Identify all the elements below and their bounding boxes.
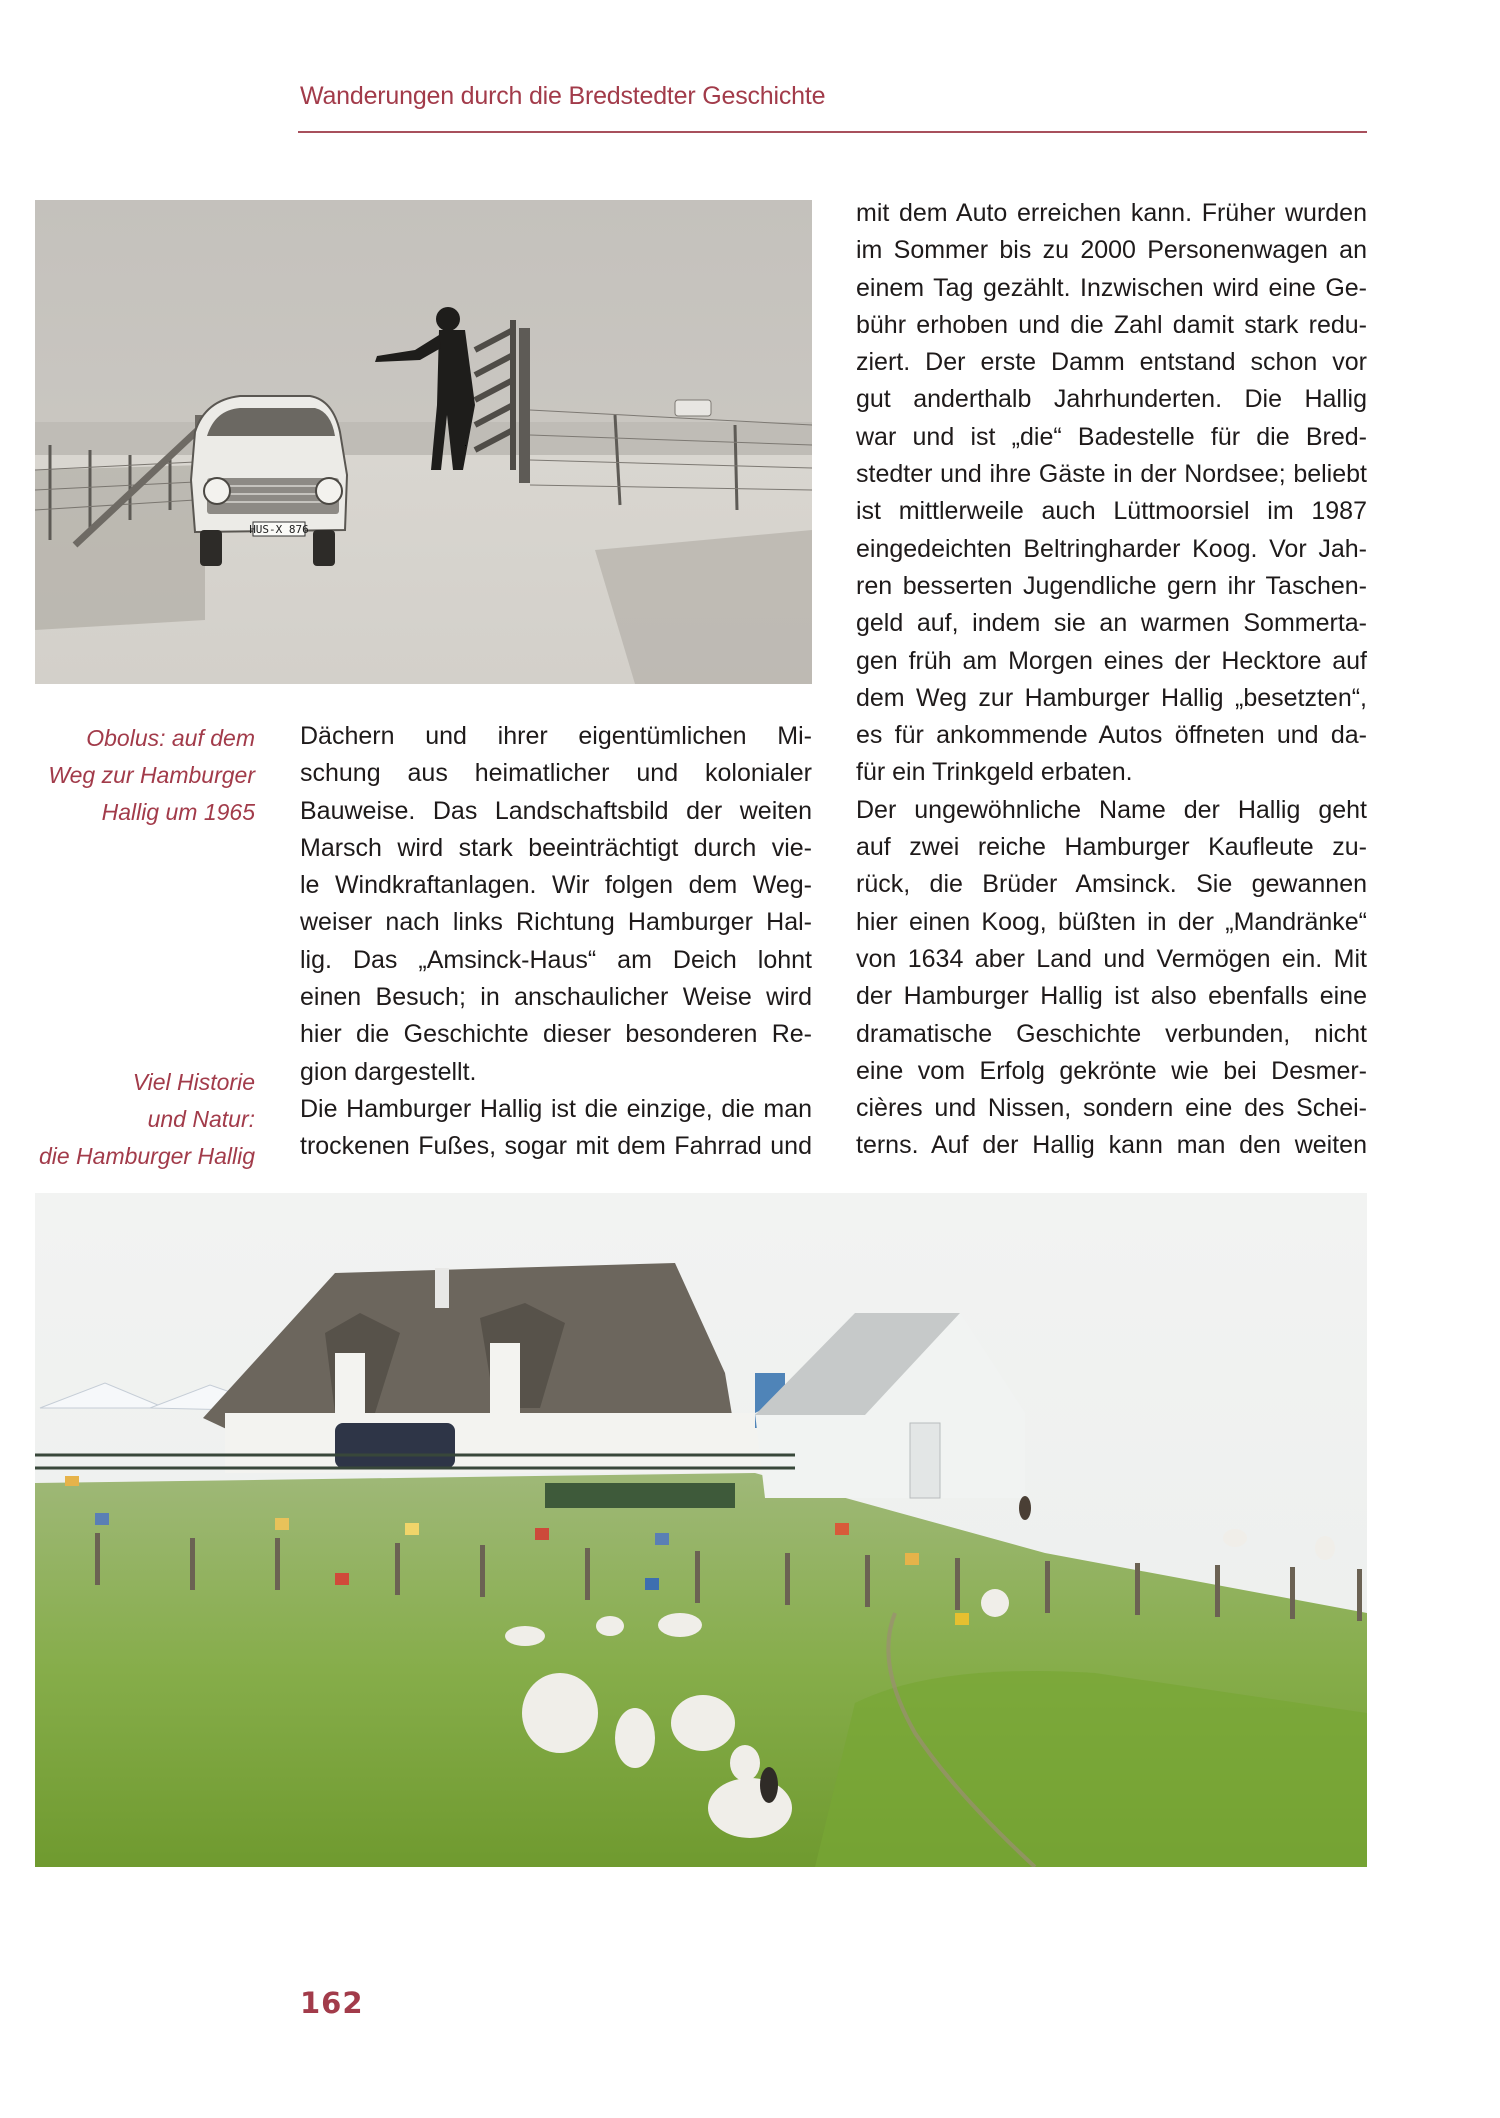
text-line: von 1634 aber Land und Vermögen ein. Mit	[856, 944, 1367, 973]
text-line: cières und Nissen, sondern eine des Schei-	[856, 1094, 1367, 1123]
running-header-title: Wanderungen durch die Bredstedter Geschichte	[300, 82, 826, 110]
caption-bottom-photo	[39, 1064, 255, 1175]
text-line: hier die Geschichte dieser besonderen Re-	[300, 1020, 812, 1049]
text-line: eine vom Erfolg gekrönte wie bei Desmer-	[856, 1056, 1367, 1085]
text-line: terns. Auf der Hallig kann man den weiten	[856, 1131, 1367, 1160]
page-number: 162	[300, 1986, 364, 2020]
text-line: Marsch wird stark beeinträchtigt durch vie-	[300, 833, 812, 862]
caption-line: Obolus: auf dem	[86, 725, 255, 751]
text-line: ziert. Der erste Damm entstand schon vor	[856, 348, 1367, 377]
text-line: stedter und ihre Gäste in der Nordsee; beliebt	[856, 460, 1367, 489]
text-line: Dächern und ihrer eigentümlichen Mi-	[300, 722, 812, 750]
photo-car-at-gate	[35, 200, 812, 684]
photo-car-at-gate-illustration	[35, 200, 812, 684]
text-line: ren besserten Jugendliche gern ihr Taschen-	[856, 571, 1367, 600]
text-line: Die Hamburger Hallig ist die einzige, die man	[300, 1094, 812, 1123]
text-line: im Sommer bis zu 2000 Personenwagen an	[856, 236, 1367, 265]
text-line: ist mittlerweile auch Lüttmoorsiel im 1987	[856, 497, 1367, 526]
caption-line: Weg zur Hamburger	[48, 762, 255, 788]
caption-line: Hallig um 1965	[101, 799, 255, 825]
license-plate-text: HUS-X 876	[249, 523, 309, 536]
text-line: der Hamburger Hallig ist also ebenfalls eine	[856, 982, 1367, 1011]
caption-line: Viel Historie	[132, 1069, 255, 1095]
body-text-column-middle	[300, 718, 812, 1166]
text-line: weiser nach links Richtung Hamburger Hal-	[300, 908, 812, 937]
text-line: mit dem Auto erreichen kann. Früher wurden	[856, 199, 1367, 227]
header-rule	[298, 131, 1367, 133]
photo-hamburger-hallig	[35, 1193, 1367, 1867]
text-line: gen früh am Morgen eines der Hecktore auf	[856, 646, 1367, 675]
text-line: geld auf, indem sie an warmen Sommerta-	[856, 609, 1367, 638]
photo-hamburger-hallig-illustration	[35, 1193, 1367, 1867]
text-line: gion dargestellt.	[300, 1057, 477, 1086]
body-text-column-right	[856, 195, 1367, 1165]
text-line: hier einen Koog, büßten in der „Mandränke“	[856, 907, 1367, 936]
text-line: auf zwei reiche Hamburger Kaufleute zu-	[856, 833, 1367, 862]
text-line: trockenen Fußes, sogar mit dem Fahrrad und	[300, 1132, 812, 1161]
text-line: rück, die Brüder Amsinck. Sie gewannen	[856, 870, 1367, 899]
text-line: einem Tag gezählt. Inzwischen wird eine Ge-	[856, 273, 1367, 302]
text-line: Der ungewöhnliche Name der Hallig geht	[856, 795, 1367, 824]
text-line: gut anderthalb Jahrhunderten. Die Hallig	[856, 385, 1367, 414]
text-line: bühr erhoben und die Zahl damit stark redu-	[856, 310, 1367, 339]
text-line: dramatische Geschichte verbunden, nicht	[856, 1019, 1367, 1048]
caption-line: und Natur:	[147, 1106, 255, 1132]
text-line: dem Weg zur Hamburger Hallig „besetzten“,	[856, 683, 1367, 712]
text-line: es für ankommende Autos öffneten und da-	[856, 721, 1367, 750]
text-line: einen Besuch; in anschaulicher Weise wird	[300, 983, 812, 1012]
text-line: war und ist „die“ Badestelle für die Bred-	[856, 422, 1367, 451]
caption-line: die Hamburger Hallig	[38, 1143, 255, 1169]
text-line: Bauweise. Das Landschaftsbild der weiten	[300, 796, 812, 825]
text-line: eingedeichten Beltringharder Koog. Vor Jah-	[856, 534, 1367, 563]
text-line: lig. Das „Amsinck-Haus“ am Deich lohnt	[300, 945, 812, 974]
text-line: für ein Trinkgeld erbaten.	[856, 758, 1133, 787]
text-line: schung aus heimatlicher und kolonialer	[300, 759, 812, 788]
text-line: le Windkraftanlagen. Wir folgen dem Weg-	[300, 871, 812, 900]
caption-top-photo	[48, 720, 255, 831]
